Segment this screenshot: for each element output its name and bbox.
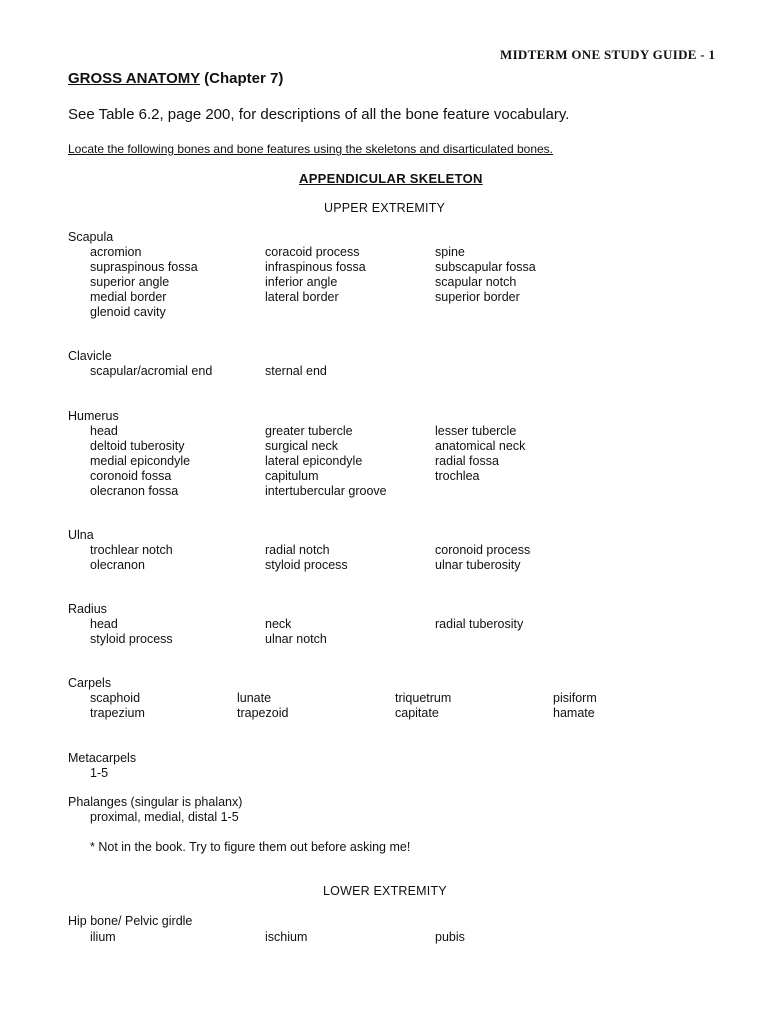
hip-bone-item: ischium	[265, 930, 308, 944]
hip-bone-item: ilium	[90, 930, 116, 944]
scapula-item: infraspinous fossa	[265, 260, 366, 274]
ulna-item: olecranon	[90, 558, 145, 572]
humerus-item: lateral epicondyle	[265, 454, 363, 468]
humerus-item: olecranon fossa	[90, 484, 179, 498]
upper-extremity-title: UPPER EXTREMITY	[324, 201, 446, 215]
scapula-item: scapular notch	[435, 275, 517, 289]
humerus-item: deltoid tuberosity	[90, 439, 185, 453]
lower-extremity-title: LOWER EXTREMITY	[323, 884, 447, 898]
scapula-item: coracoid process	[265, 245, 360, 259]
hip-bone-item: pubis	[435, 930, 465, 944]
phalanges-item: proximal, medial, distal 1-5	[90, 810, 239, 824]
clavicle-item: sternal end	[265, 364, 327, 378]
radius-item: styloid process	[90, 632, 173, 646]
humerus-item: intertubercular groove	[265, 484, 387, 498]
section-title: APPENDICULAR SKELETON	[299, 171, 483, 186]
carpels-item: trapezoid	[237, 706, 289, 720]
radius-item: head	[90, 617, 118, 631]
scapula-item: superior border	[435, 290, 520, 304]
carpels-item: pisiform	[553, 691, 597, 705]
radius-item: neck	[265, 617, 292, 631]
group-scapula-name: Scapula	[68, 230, 114, 244]
title-chapter: (Chapter 7)	[204, 70, 284, 87]
group-metacarpels-name: Metacarpels	[68, 751, 137, 765]
scapula-item: superior angle	[90, 275, 170, 289]
instruction-text: Locate the following bones and bone features using the skeletons and disarticulated bones.	[68, 142, 554, 156]
scapula-item: acromion	[90, 245, 142, 259]
humerus-item: head	[90, 424, 118, 438]
scapula-item: medial border	[90, 290, 167, 304]
clavicle-item: scapular/acromial end	[90, 364, 213, 378]
radius-item: radial tuberosity	[435, 617, 524, 631]
group-phalanges-name: Phalanges (singular is phalanx)	[68, 795, 243, 809]
carpels-item: lunate	[237, 691, 272, 705]
page-header: MIDTERM ONE STUDY GUIDE - 1	[500, 47, 716, 62]
scapula-item: spine	[435, 245, 465, 259]
carpels-item: capitate	[395, 706, 439, 720]
ulna-item: trochlear notch	[90, 543, 173, 557]
ulna-item: coronoid process	[435, 543, 531, 557]
scapula-item: supraspinous fossa	[90, 260, 198, 274]
humerus-item: radial fossa	[435, 454, 499, 468]
group-hip-bone-name: Hip bone/ Pelvic girdle	[68, 914, 193, 928]
humerus-item: capitulum	[265, 469, 319, 483]
carpels-item: hamate	[553, 706, 595, 720]
metacarpels-item: 1-5	[90, 766, 109, 780]
ulna-item: ulnar tuberosity	[435, 558, 521, 572]
carpels-item: scaphoid	[90, 691, 141, 705]
scapula-item: glenoid cavity	[90, 305, 166, 319]
intro-text: See Table 6.2, page 200, for descriptions of all the bone feature vocabulary.	[68, 106, 570, 123]
ulna-item: styloid process	[265, 558, 348, 572]
page-title	[68, 70, 283, 87]
humerus-item: coronoid fossa	[90, 469, 172, 483]
group-ulna-name: Ulna	[68, 528, 94, 542]
scapula-item: inferior angle	[265, 275, 338, 289]
humerus-item: greater tubercle	[265, 424, 353, 438]
humerus-item: medial epicondyle	[90, 454, 191, 468]
note-text: * Not in the book. Try to figure them out before asking me!	[90, 840, 411, 854]
scapula-item: lateral border	[265, 290, 339, 304]
carpels-item: triquetrum	[395, 691, 452, 705]
title-main: GROSS ANATOMY	[68, 70, 200, 87]
humerus-item: surgical neck	[265, 439, 338, 453]
carpels-item: trapezium	[90, 706, 145, 720]
ulna-item: radial notch	[265, 543, 330, 557]
group-humerus-name: Humerus	[68, 409, 119, 423]
scapula-item: subscapular fossa	[435, 260, 536, 274]
group-radius-name: Radius	[68, 602, 107, 616]
humerus-item: trochlea	[435, 469, 480, 483]
humerus-item: lesser tubercle	[435, 424, 517, 438]
group-carpels-name: Carpels	[68, 676, 112, 690]
radius-item: ulnar notch	[265, 632, 327, 646]
group-clavicle-name: Clavicle	[68, 349, 112, 363]
humerus-item: anatomical neck	[435, 439, 526, 453]
